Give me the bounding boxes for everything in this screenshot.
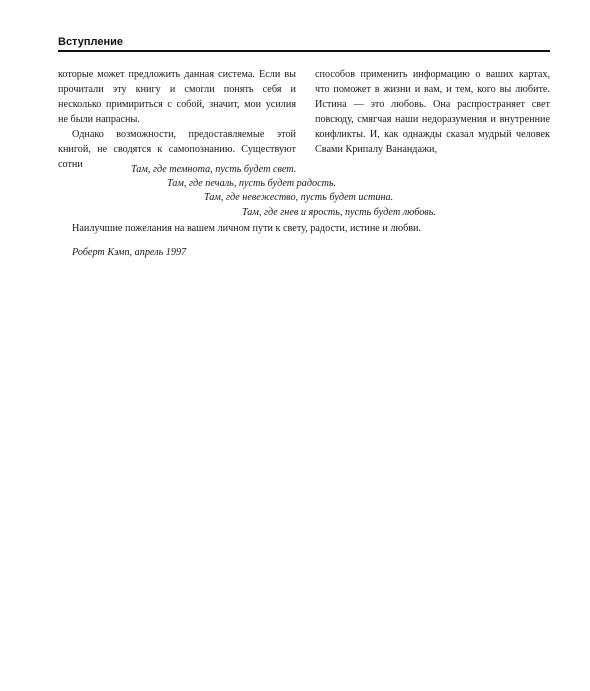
left-text-column — [58, 67, 296, 172]
closing-wishes: Наилучшие пожелания на вашем личном пути к свету, радости, истине и любви. — [72, 223, 422, 234]
author-signature: Роберт Кэмп, апрель 1997 — [72, 247, 187, 258]
right-paragraph-1: способов применить информацию о ваших картах, что поможет в жизни и вам, и тем, кого вы любите. Истина — это любовь. Она распространяет свет повсюду, смягчая наши недоразумения и внутренние конфликты. И, как однажды сказал мудрый человек Свами Крипалу Ванандажи, — [315, 69, 550, 155]
chapter-header-title: Вступление — [58, 36, 123, 48]
right-text-column — [315, 67, 550, 157]
poem-line-2: Там, где печаль, пусть будет радость. — [167, 178, 337, 190]
left-paragraph-1: которые может предложить данная система. Если вы прочитали эту книгу и смогли понять себя и несколько примириться с собой, значит, мои усилия не были напрасны. — [58, 69, 296, 125]
poem-line-1: Там, где темнота, пусть будет свет. — [131, 164, 297, 175]
poem-line-3: Там, где невежество, пусть будет истина. — [204, 192, 394, 204]
poem-line-4: Там, где гнев и ярость, пусть будет любовь. — [242, 206, 436, 218]
header-divider — [58, 50, 550, 52]
left-paragraph-2: Однако возможности, предоставляемые этой книгой, не сводятся к самопознанию. Существуют сотни — [58, 129, 296, 170]
